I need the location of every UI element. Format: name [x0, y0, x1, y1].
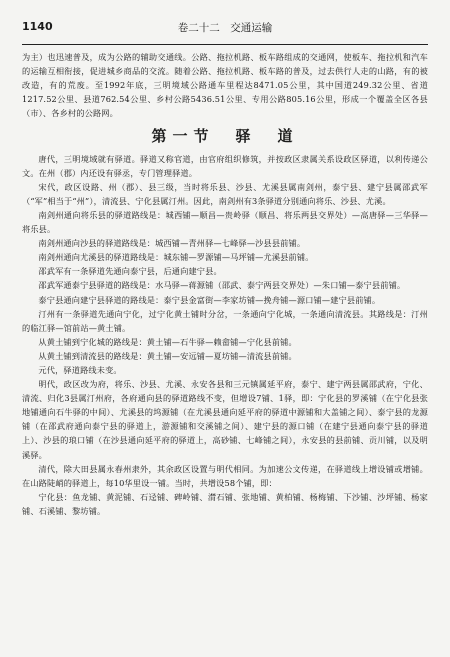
paragraph: 宁化县：鱼龙铺、黄泥铺、石迳铺、碑岭铺、潸石铺、张地铺、黄柏铺、杨梅铺、下沙铺、沙坪铺、杨家铺、石溪铺、黎坊铺。	[22, 491, 428, 516]
paragraph: 元代，驿道路线未变。	[38, 364, 122, 375]
paragraph: 从黄土铺到宁化城的路线是：黄土铺—石牛驿—赖畲铺—宁化县前铺。	[38, 336, 297, 347]
header-title: 卷二十二 交通运输	[177, 22, 273, 34]
paragraph: 汀州有一条驿道先通向宁化，过宁化黄土铺时分岔，一条通向宁化城，一条通向清流县。其路线是：汀州的临江驿—馆前站—黄土铺。	[22, 308, 428, 333]
paragraph: 从黄土铺到清流县的路线是：黄土铺—安远铺—夏坊铺—清流县前铺。	[38, 350, 297, 361]
section-title: 第一节 驿 道	[151, 127, 299, 146]
paragraph: 泰宁县通向建宁县驿道的路线是：泰宁县金富街—李家坊铺—挽舟铺—源口铺—建宁县前铺。	[38, 294, 381, 305]
paragraph: 邵武军有一条驿道先通向泰宁县，后通向建宁县。	[38, 266, 222, 277]
paragraph: 邵武军通泰宁县驿道的路线是：水马驿—蒋源铺（邵武、泰宁两县交界处）—朱口铺—泰宁县前铺。	[38, 280, 406, 291]
running-header	[22, 20, 428, 38]
paragraph: 唐代，三明境域就有驿道。驿道又称官道，由官府组织修筑，并按政区隶属关系设政区驿道，以利传递公文。在州（郡）内还设有驿丞，专门管理驿道。	[22, 153, 428, 178]
paragraph: 宋代，政区设路、州（郡）、县三级，当时将乐县、沙县、尤溪县属南剑州，泰宁县、建宁县属邵武军（“军”相当于“州”），清流县、宁化县属汀州。因此，南剑州有3条驿道分别通向将乐、沙县、尤溪。	[22, 181, 428, 206]
paragraph: 南剑州通向尤溪县的驿道路线是：城东铺—罗源铺—马坪铺—尤溪县前铺。	[38, 252, 314, 263]
header-rule	[22, 44, 428, 45]
intro-paragraph: 为主）也迅速普及，成为公路的辅助交通线。公路、拖拉机路、板车路组成的交通网，使板车、拖拉机和汽车的运输互相衔接，促进城乡商品的交流。随着公路、拖拉机路、板车路的普及，过去供行人走的山路，有的被改造，有的荒废。至1992年底，三明境域公路通车里程达8471.05公里，其中国道249.32公里、省道1217.52公里、县道762.54公里、乡村公路5436.51公里、专用公路805.16公里，形成一个覆盖全区各县（市）、各乡村的公路网。	[22, 52, 428, 119]
paragraph: 南剑州通向沙县的驿道路线是：城西铺—青州驿—七峰驿—沙县县前铺。	[38, 238, 306, 249]
paragraph: 明代，政区改为府，将乐、沙县、尤溪、永安各县和三元镇属延平府，泰宁、建宁两县属邵武府，宁化、清流、归化3县属汀州府，各府通向县的驿道路线不变，但增设7铺、1驿，即：宁化县的罗溪铺（在宁化县张地铺通向石牛驿的中间）、尤溪县的坞源铺（在尤溪县通向延平府的驿道中源铺和大盖铺之间）、泰宁县的龙源铺（在邵武府通向泰宁县的驿道上，游源铺和交溪铺之间）、建宁县的源口铺（在建宁县通向泰宁县的驿道上）、沙县的琅口铺（在沙县通向延平府的驿道上，高砂铺、七峰铺之间），永安县的县前铺、贡川铺，以及明溪驿。	[22, 379, 428, 460]
paragraph: 清代，除大田县属永春州隶外，其余政区设置与明代相同。为加速公文传递，在驿道线上增设铺或增铺。在山路陡峭的驿道上，每10华里设一铺。当时，共增设58个铺，即：	[22, 463, 428, 488]
paragraph: 南剑州通向将乐县的驿道路线是：城西铺—顺昌—贵岭驿（顺昌、将乐两县交界处）—高唐驿—三华驿—将乐县。	[22, 209, 428, 235]
page-number: 1140	[22, 20, 53, 33]
body-text	[22, 50, 428, 518]
